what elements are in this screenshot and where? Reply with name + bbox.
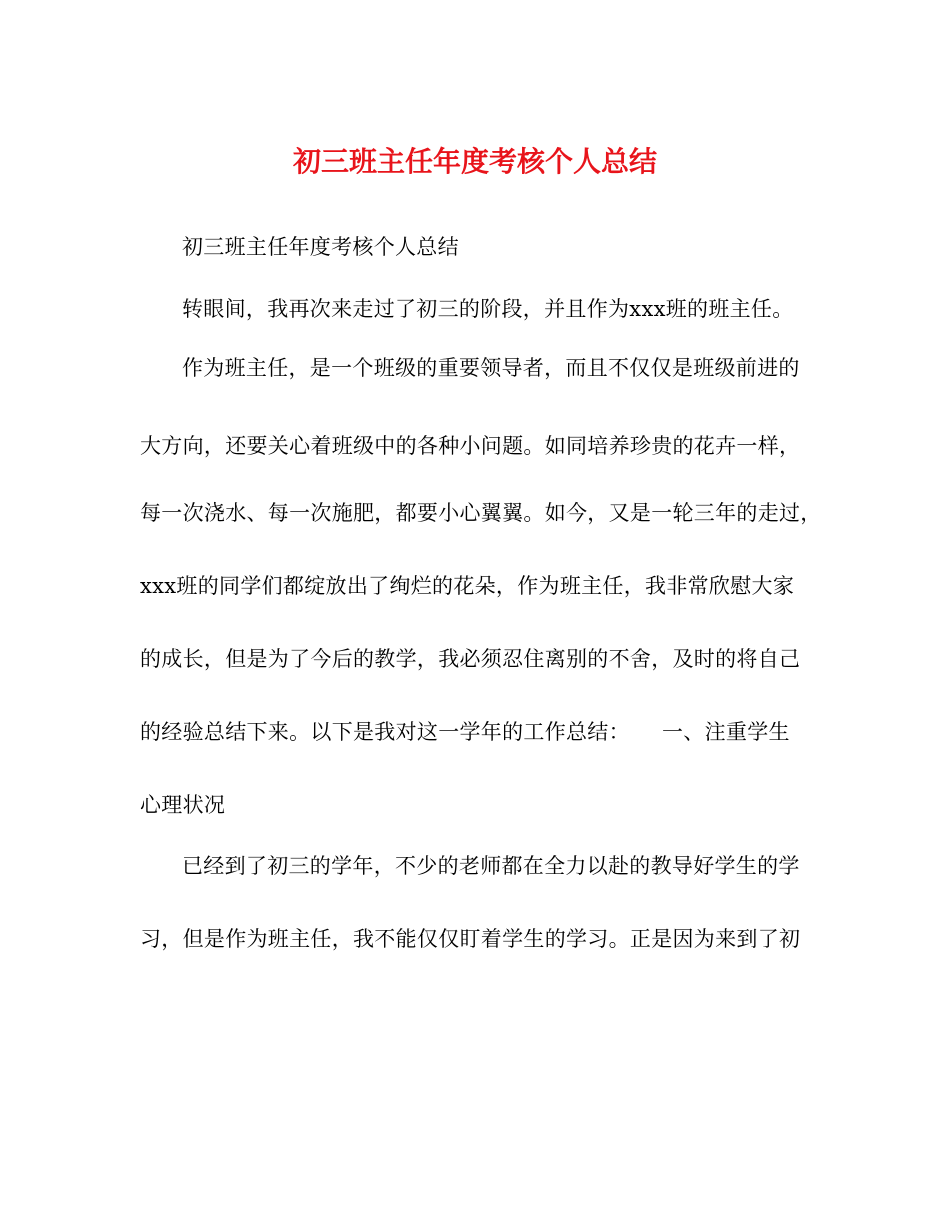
paragraph-line: 心理状况 [140, 793, 226, 817]
document-title: 初三班主任年度考核个人总结 [292, 145, 657, 178]
paragraph-line: 习，但是作为班主任，我不能仅仅盯着学生的学习。正是因为来到了初 [140, 927, 801, 951]
paragraph-line: 的成长，但是为了今后的教学，我必须忍住离别的不舍，及时的将自己 [140, 647, 801, 671]
paragraph-line: 转眼间，我再次来走过了初三的阶段，并且作为xxx班的班主任。 [182, 297, 794, 321]
paragraph-line: 已经到了初三的学年，不少的老师都在全力以赴的教导好学生的学 [182, 854, 800, 878]
paragraph-line: 的经验总结下来。以下是我对这一学年的工作总结： 一、注重学生 [140, 720, 790, 744]
paragraph-line: 作为班主任，是一个班级的重要领导者，而且不仅仅是班级前进的 [182, 356, 800, 380]
paragraph-line: xxx班的同学们都绽放出了绚烂的花朵，作为班主任，我非常欣慰大家 [140, 574, 795, 598]
paragraph-line: 每一次浇水、每一次施肥，都要小心翼翼。如今，又是一轮三年的走过， [140, 501, 822, 525]
paragraph-line: 初三班主任年度考核个人总结 [182, 235, 459, 259]
paragraph-line: 大方向，还要关心着班级中的各种小问题。如同培养珍贵的花卉一样， [140, 434, 801, 458]
